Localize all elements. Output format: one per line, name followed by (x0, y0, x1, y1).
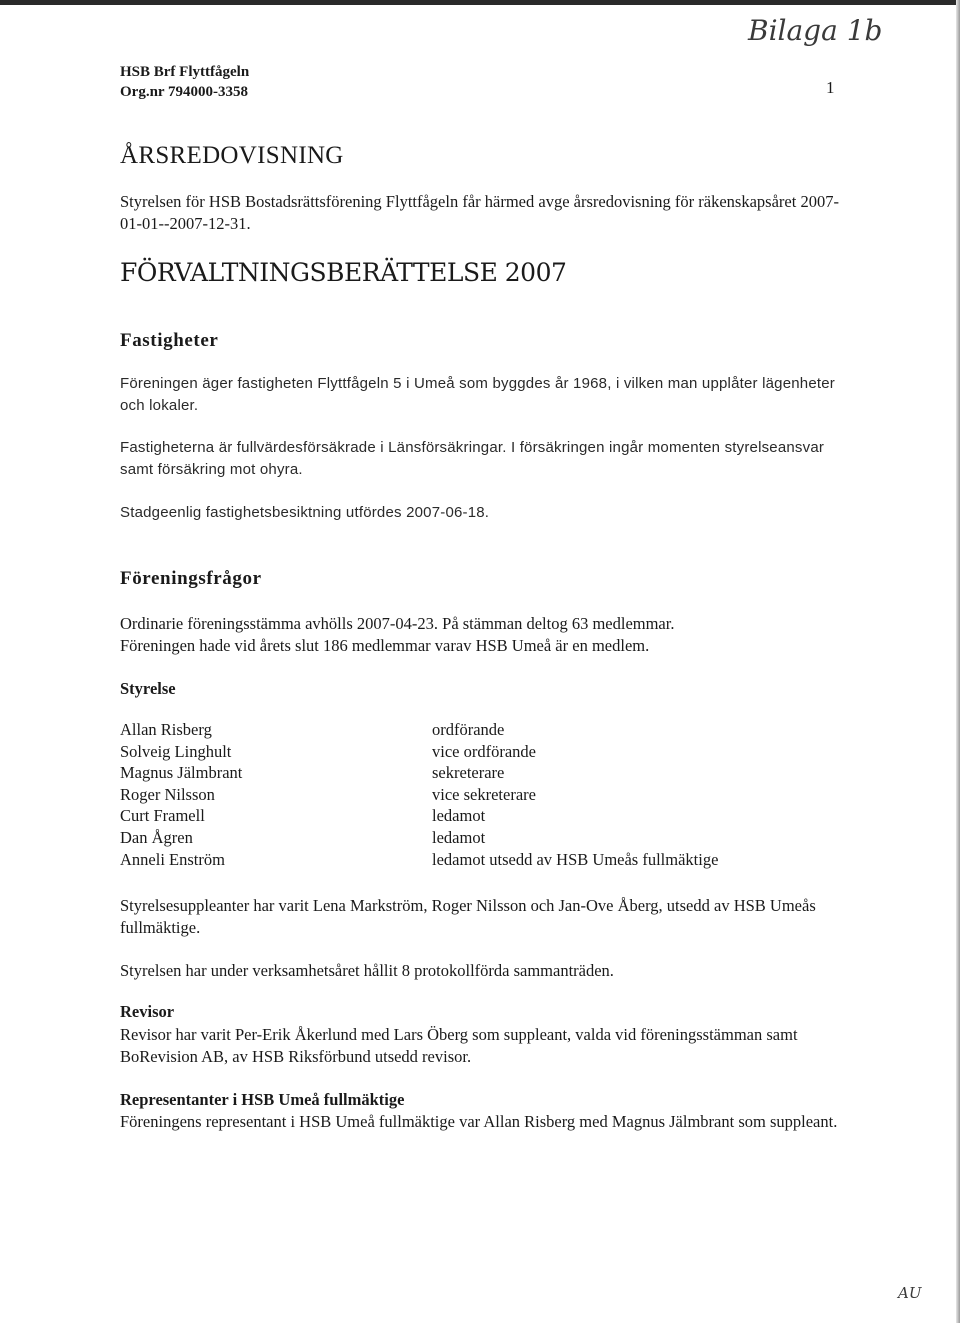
board-member-name: Magnus Jälmbrant (120, 763, 243, 783)
board-member-name: Roger Nilsson (120, 784, 215, 804)
board-member-row (120, 828, 840, 850)
board-member-row (120, 763, 840, 785)
section-heading-revisor: Revisor (120, 1002, 175, 1021)
report-title: FÖRVALTNINGSBERÄTTELSE 2007 (120, 258, 567, 287)
board-member-role: vice ordförande (432, 741, 536, 761)
meetings-paragraph: Styrelsen har under verksamhetsåret hållit 8 protokollförda sammanträden. (120, 961, 614, 980)
section-heading-fastigheter: Fastigheter (120, 330, 219, 351)
board-member-name: Solveig Linghult (120, 741, 232, 761)
board-member-role: ledamot (432, 827, 486, 847)
board-member-row (120, 720, 840, 742)
suppleanter-paragraph: Styrelsesuppleanter har varit Lena Markström, Roger Nilsson och Jan-Ove Åberg, utsedd av HSB Umeås fullmäktige. (120, 896, 816, 937)
representanter-paragraph: Föreningens representant i HSB Umeå fullmäktige var Allan Risberg med Magnus Jälmbrant som suppleant. (120, 1112, 838, 1131)
board-member-row (120, 806, 840, 828)
fastigheter-paragraph-3: Stadgeenlig fastighetsbesiktning utfördes 2007-06-18. (120, 504, 490, 521)
board-member-name: Dan Ågren (120, 827, 193, 847)
organization-name: HSB Brf Flyttfågeln (120, 64, 250, 80)
board-member-role: ordförande (432, 720, 505, 739)
handwritten-initials: AU (898, 1284, 922, 1302)
board-member-row (120, 742, 840, 764)
section-heading-foreningsfragor: Föreningsfrågor (120, 568, 262, 589)
fastigheter-paragraph-2: Fastigheterna är fullvärdesförsäkrade i Länsförsäkringar. I försäkringen ingår momenten styrelseansvar samt försäkring mot ohyra. (120, 439, 825, 478)
board-member-role: vice sekreterare (432, 784, 536, 804)
scan-edge-right (956, 0, 960, 1323)
page-number: 1 (826, 78, 835, 97)
board-member-row (120, 785, 840, 807)
foreningsfragor-paragraph-1: Ordinarie föreningsstämma avhölls 2007-04-23. På stämman deltog 63 medlemmar. (120, 614, 675, 633)
board-member-role: sekreterare (432, 763, 505, 783)
organization-number: Org.nr 794000-3358 (120, 84, 249, 100)
document-title: ÅRSREDOVISNING (120, 142, 344, 169)
board-member-name: Allan Risberg (120, 720, 212, 739)
scan-edge-top (0, 0, 960, 5)
handwritten-note: Bilaga 1b (748, 14, 883, 47)
foreningsfragor-paragraph-2: Föreningen hade vid årets slut 186 medlemmar varav HSB Umeå är en medlem. (120, 636, 650, 655)
board-member-name: Anneli Enström (120, 849, 225, 869)
board-member-row (120, 850, 840, 872)
board-members-list (120, 720, 840, 871)
section-heading-representanter: Representanter i HSB Umeå fullmäktige (120, 1090, 405, 1109)
revisor-paragraph: Revisor har varit Per-Erik Åkerlund med Lars Öberg som suppleant, valda vid föreningsstämman samt BoRevision AB, av HSB Riksförbund utsedd revisor. (120, 1025, 798, 1066)
board-member-name: Curt Framell (120, 806, 205, 826)
section-heading-styrelse: Styrelse (120, 679, 176, 698)
board-member-role: ledamot utsedd av HSB Umeås fullmäktige (432, 849, 719, 869)
fastigheter-paragraph-1: Föreningen äger fastigheten Flyttfågeln 5 i Umeå som byggdes år 1968, i vilken man upplåter lägenheter och lokaler. (120, 375, 835, 414)
board-member-role: ledamot (432, 806, 486, 826)
intro-paragraph: Styrelsen för HSB Bostadsrättsförening Flyttfågeln får härmed avge årsredovisning för räkenskapsåret 2007-01-01--2007-12-31. (120, 192, 839, 233)
